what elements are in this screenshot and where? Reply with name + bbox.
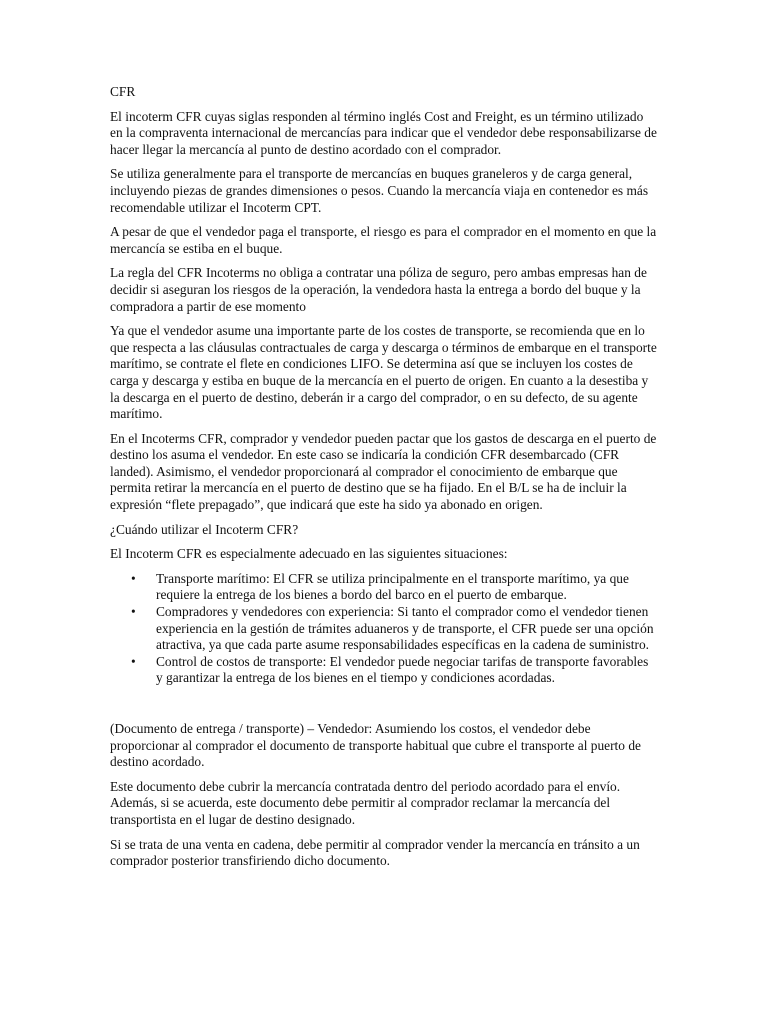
list-item-text: Control de costos de transporte: El vendedor puede negociar tarifas de transporte favorables y garantizar la entrega de los bienes en el tiempo y condiciones acordadas. (156, 653, 649, 686)
list-item (110, 571, 658, 604)
paragraph-chain-sale: Si se trata de una venta en cadena, debe permitir al comprador vender la mercancía en tránsito a un comprador posterior transfiriendo dicho documento. (110, 836, 640, 869)
bullet-icon: • (131, 570, 136, 586)
list-item (110, 654, 658, 687)
document-title: CFR (110, 84, 136, 99)
list-item-text: Compradores y vendedores con experiencia: Si tanto el comprador como el vendedor tienen experiencia en la gestión de trámites aduaneros y de transporte, el CFR puede ser una opción atractiva, ya que cada parte asume responsabilidades específicas en la cadena de suministro. (156, 604, 654, 653)
document-page (110, 84, 658, 878)
paragraph-usage: Se utiliza generalmente para el transporte de mercancías en buques graneleros y de carga general, incluyendo piezas de grandes dimensiones o pesos. Cuando la mercancía viaja en contenedor es más recomendable utilizar el Incoterm CPT. (110, 166, 649, 215)
bullet-icon: • (131, 604, 136, 620)
paragraph-insurance: La regla del CFR Incoterms no obliga a contratar una póliza de seguro, pero ambas empresas han de decidir si aseguran los riesgos de la operación, la vendedora hasta la entrega a bordo del buque y la compradora a partir de ese momento (110, 265, 647, 314)
paragraph-document-coverage: Este documento debe cubrir la mercancía contratada dentro del periodo acordado para el envío. Además, si se acuerda, este documento debe permitir al comprador reclamar la mercancía del transportista en el lugar de destino designado. (110, 778, 621, 827)
paragraph-risk: A pesar de que el vendedor paga el transporte, el riesgo es para el comprador en el momento en que la mercancía se estiba en el buque. (110, 224, 657, 256)
list-item (110, 604, 658, 654)
blank-line (110, 695, 658, 721)
bullet-icon: • (131, 653, 136, 669)
paragraph-situations-intro: El Incoterm CFR es especialmente adecuado en las siguientes situaciones: (110, 546, 508, 562)
paragraph-transport-document: (Documento de entrega / transporte) – Vendedor: Asumiendo los costos, el vendedor debe proporcionar al comprador el documento de transporte habitual que cubre el transporte al puerto de destino acordado. (110, 721, 641, 770)
paragraph-cfr-landed: En el Incoterms CFR, comprador y vendedor pueden pactar que los gastos de descarga en el puerto de destino los asuma el vendedor. En este caso se indicaría la condición CFR desembarcado (CFR landed). Asimismo, el vendedor proporcionará al comprador el conocimiento de embarque que permita retirar la mercancía en el puerto de destino que se ha fijado. En el B/L se ha de incluir la expresión “flete prepagado”, que indicará que este ha sido ya abonado en origen. (110, 430, 657, 513)
list-item-text: Transporte marítimo: El CFR se utiliza principalmente en el transporte marítimo, ya que requiere la entrega de los bienes a bordo del barco en el puerto de embarque. (156, 570, 629, 603)
situations-list (110, 571, 658, 687)
paragraph-transport-costs: Ya que el vendedor asume una importante parte de los costes de transporte, se recomienda que en lo que respecta a las cláusulas contractuales de carga y descarga o términos de embarque en el transporte marítimo, se contrate el flete en condiciones LIFO. Se determina así que se incluyen los costes de carga y descarga y estiba en buque de la mercancía en el puerto de origen. En cuanto a la desestiba y la descarga en el puerto de destino, deberán ir a cargo del comprador, o en su defecto, de su agente marítimo. (110, 323, 657, 422)
section-question: ¿Cuándo utilizar el Incoterm CFR? (110, 521, 299, 537)
paragraph-definition: El incoterm CFR cuyas siglas responden al término inglés Cost and Freight, es un término utilizado en la compraventa internacional de mercancías para indicar que el vendedor debe responsabilizarse de hacer llegar la mercancía al punto de destino acordado con el comprador. (110, 108, 657, 157)
